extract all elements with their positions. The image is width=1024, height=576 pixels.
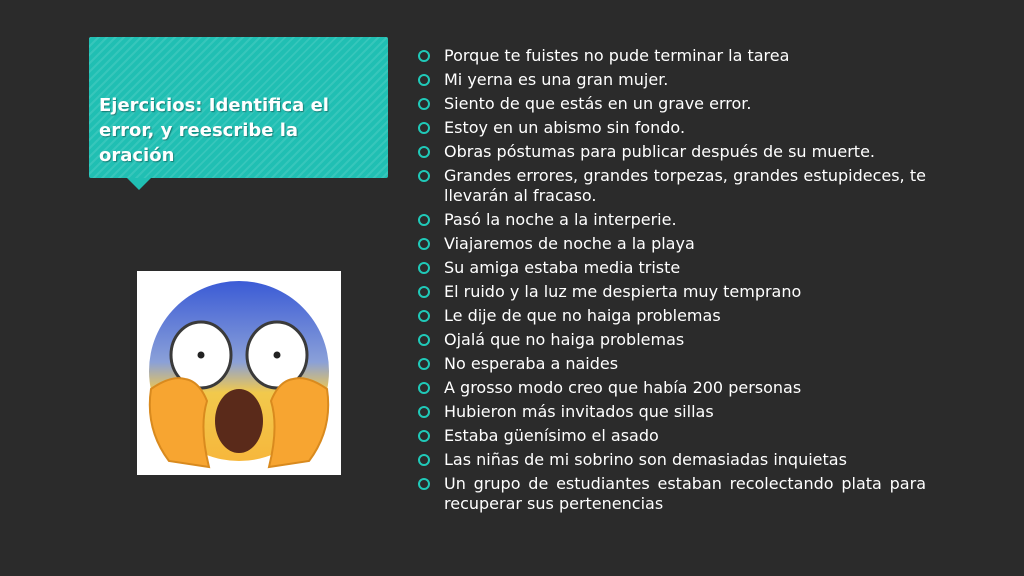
list-item-text: Estaba güenísimo el asado	[444, 426, 659, 445]
circle-bullet-icon	[418, 286, 430, 298]
list-item-text: Le dije de que no haiga problemas	[444, 306, 721, 325]
circle-bullet-icon	[418, 310, 430, 322]
list-item	[418, 210, 926, 230]
list-item-text: Hubieron más invitados que sillas	[444, 402, 714, 421]
circle-bullet-icon	[418, 262, 430, 274]
list-item-text: Obras póstumas para publicar después de su muerte.	[444, 142, 875, 161]
list-item	[418, 118, 926, 138]
circle-bullet-icon	[418, 50, 430, 62]
list-item	[418, 474, 926, 514]
circle-bullet-icon	[418, 238, 430, 250]
list-item	[418, 402, 926, 422]
list-item-text: Porque te fuistes no pude terminar la tarea	[444, 46, 790, 65]
list-item-text: Un grupo de estudiantes estaban recolectando plata para recuperar sus pertenencias	[444, 474, 926, 513]
circle-bullet-icon	[418, 430, 430, 442]
circle-bullet-icon	[418, 382, 430, 394]
list-item	[418, 330, 926, 350]
list-item	[418, 70, 926, 90]
circle-bullet-icon	[418, 170, 430, 182]
list-item-text: Su amiga estaba media triste	[444, 258, 681, 277]
screaming-face-icon	[137, 271, 341, 475]
circle-bullet-icon	[418, 454, 430, 466]
list-item-text: Estoy en un abismo sin fondo.	[444, 118, 686, 137]
circle-bullet-icon	[418, 122, 430, 134]
list-item	[418, 282, 926, 302]
slide-title: Ejercicios: Identifica el error, y reescribe la oración	[99, 95, 329, 166]
list-item	[418, 306, 926, 326]
list-item	[418, 354, 926, 374]
title-callout	[89, 37, 388, 178]
list-item-text: Ojalá que no haiga problemas	[444, 330, 685, 349]
list-item	[418, 166, 926, 206]
list-item-text: El ruido y la luz me despierta muy temprano	[444, 282, 802, 301]
circle-bullet-icon	[418, 334, 430, 346]
emoji-image	[137, 271, 341, 475]
circle-bullet-icon	[418, 214, 430, 226]
list-item	[418, 142, 926, 162]
list-item-text: Pasó la noche a la interperie.	[444, 210, 677, 229]
circle-bullet-icon	[418, 478, 430, 490]
list-item	[418, 94, 926, 114]
list-item-text: Siento de que estás en un grave error.	[444, 94, 752, 113]
circle-bullet-icon	[418, 146, 430, 158]
circle-bullet-icon	[418, 98, 430, 110]
list-item-text: Grandes errores, grandes torpezas, grandes estupideces, te llevarán al fracaso.	[444, 166, 926, 205]
list-item	[418, 234, 926, 254]
circle-bullet-icon	[418, 406, 430, 418]
exercise-list	[418, 46, 926, 518]
list-item	[418, 378, 926, 398]
list-item-text: A grosso modo creo que había 200 personas	[444, 378, 802, 397]
list-item-text: No esperaba a naides	[444, 354, 619, 373]
list-item	[418, 450, 926, 470]
list-item	[418, 426, 926, 446]
circle-bullet-icon	[418, 358, 430, 370]
list-item-text: Las niñas de mi sobrino son demasiadas inquietas	[444, 450, 847, 469]
circle-bullet-icon	[418, 74, 430, 86]
list-item-text: Mi yerna es una gran mujer.	[444, 70, 669, 89]
list-item-text: Viajaremos de noche a la playa	[444, 234, 695, 253]
list-item	[418, 258, 926, 278]
list-item	[418, 46, 926, 66]
